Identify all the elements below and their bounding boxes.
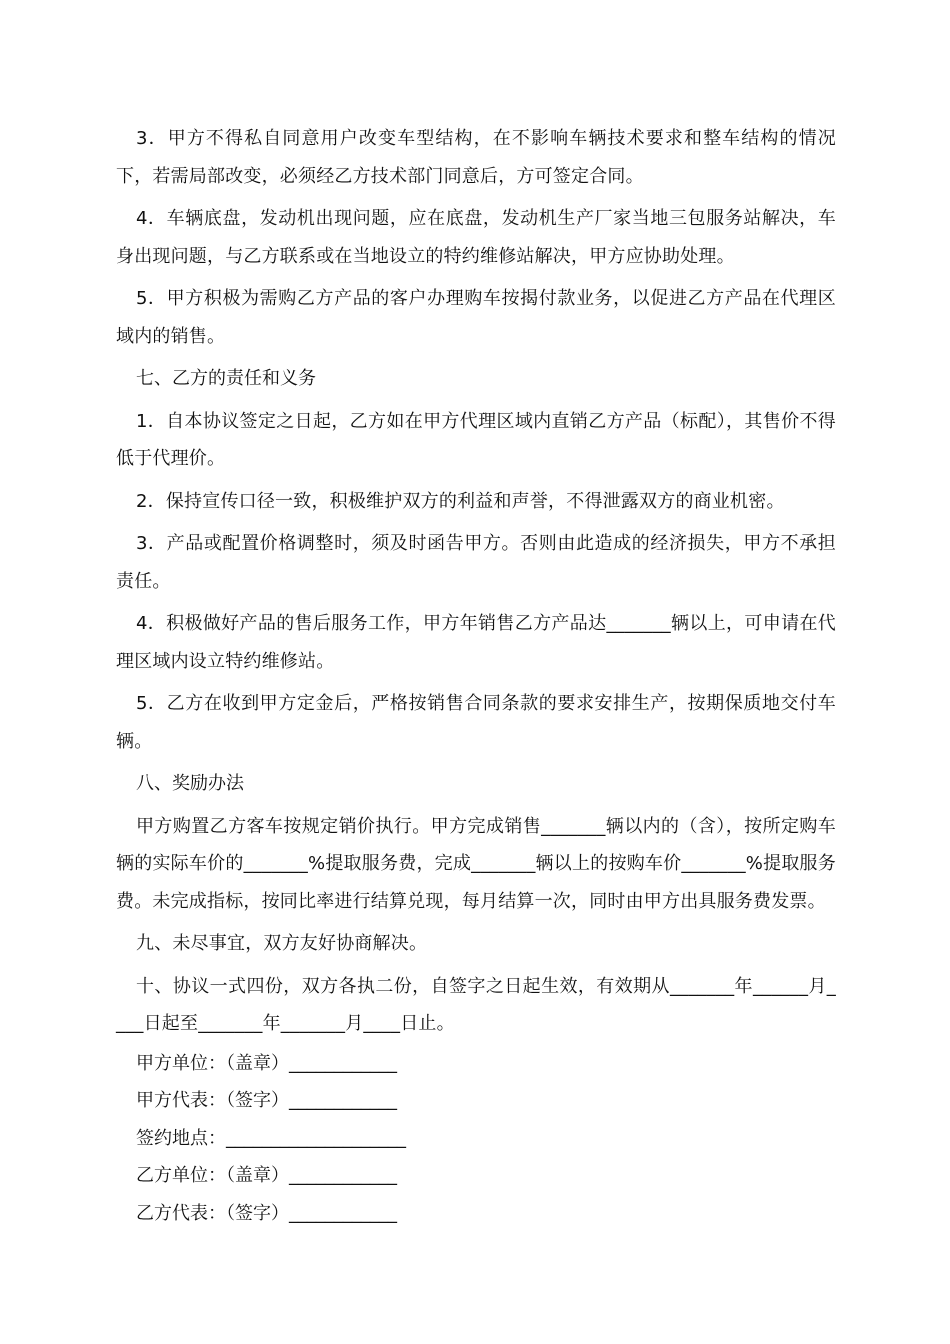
party-b-unit-line: 乙方单位：（盖章）____________ (136, 1165, 397, 1186)
section-9: 九、未尽事宜，双方友好协商解决。 (136, 933, 428, 954)
clause-7-5: 5．乙方在收到甲方定金后，严格按销售合同条款的要求安排生产，按期保质地交付车辆。 (116, 693, 836, 752)
clause-6-4: 4．车辆底盘，发动机出现问题，应在底盘，发动机生产厂家当地三包服务站解决，车身出现问题，与乙方联系或在当地设立的特约维修站解决，甲方应协助处理。 (116, 208, 836, 267)
clause-7-2: 2．保持宣传口径一致，积极维护双方的利益和声誉，不得泄露双方的商业机密。 (136, 490, 785, 512)
section-10: 十、协议一式四份，双方各执二份，自签字之日起生效，有效期从_______年______月____日起至_______年_______月____日止。 (116, 975, 836, 1034)
clause-8-body: 甲方购置乙方客车按规定销价执行。甲方完成销售_______辆以内的（含），按所定购车辆的实际车价的_______%提取服务费，完成_______辆以上的按购车价_______%提取服务费。未完成指标，按同比率进行结算兑现，每月结算一次，同时由甲方出具服务费发票。 (116, 815, 836, 912)
clause-7-1: 1．自本协议签定之日起，乙方如在甲方代理区域内直销乙方产品（标配），其售价不得低于代理价。 (116, 410, 836, 469)
party-a-unit-line: 甲方单位：（盖章）____________ (136, 1052, 397, 1074)
clause-6-3: 3．甲方不得私自同意用户改变车型结构，在不影响车辆技术要求和整车结构的情况下，若需局部改变，必须经乙方技术部门同意后，方可签定合同。 (116, 128, 836, 187)
party-a-rep-line: 甲方代表：（签字）____________ (136, 1090, 397, 1111)
section-8-heading: 八、奖励办法 (136, 773, 244, 794)
clause-7-4: 4．积极做好产品的售后服务工作，甲方年销售乙方产品达_______辆以上，可申请在代理区域内设立特约维修站。 (116, 613, 836, 672)
party-b-rep-line: 乙方代表：（签字）____________ (136, 1202, 397, 1224)
signing-place-line: 签约地点：____________________ (136, 1127, 406, 1149)
clause-7-3: 3．产品或配置价格调整时，须及时函告甲方。否则由此造成的经济损失，甲方不承担责任。 (116, 533, 836, 592)
document-body (116, 120, 836, 1235)
clause-6-5: 5．甲方积极为需购乙方产品的客户办理购车按揭付款业务，以促进乙方产品在代理区域内的销售。 (116, 288, 836, 347)
section-7-heading: 七、乙方的责任和义务 (136, 368, 316, 389)
